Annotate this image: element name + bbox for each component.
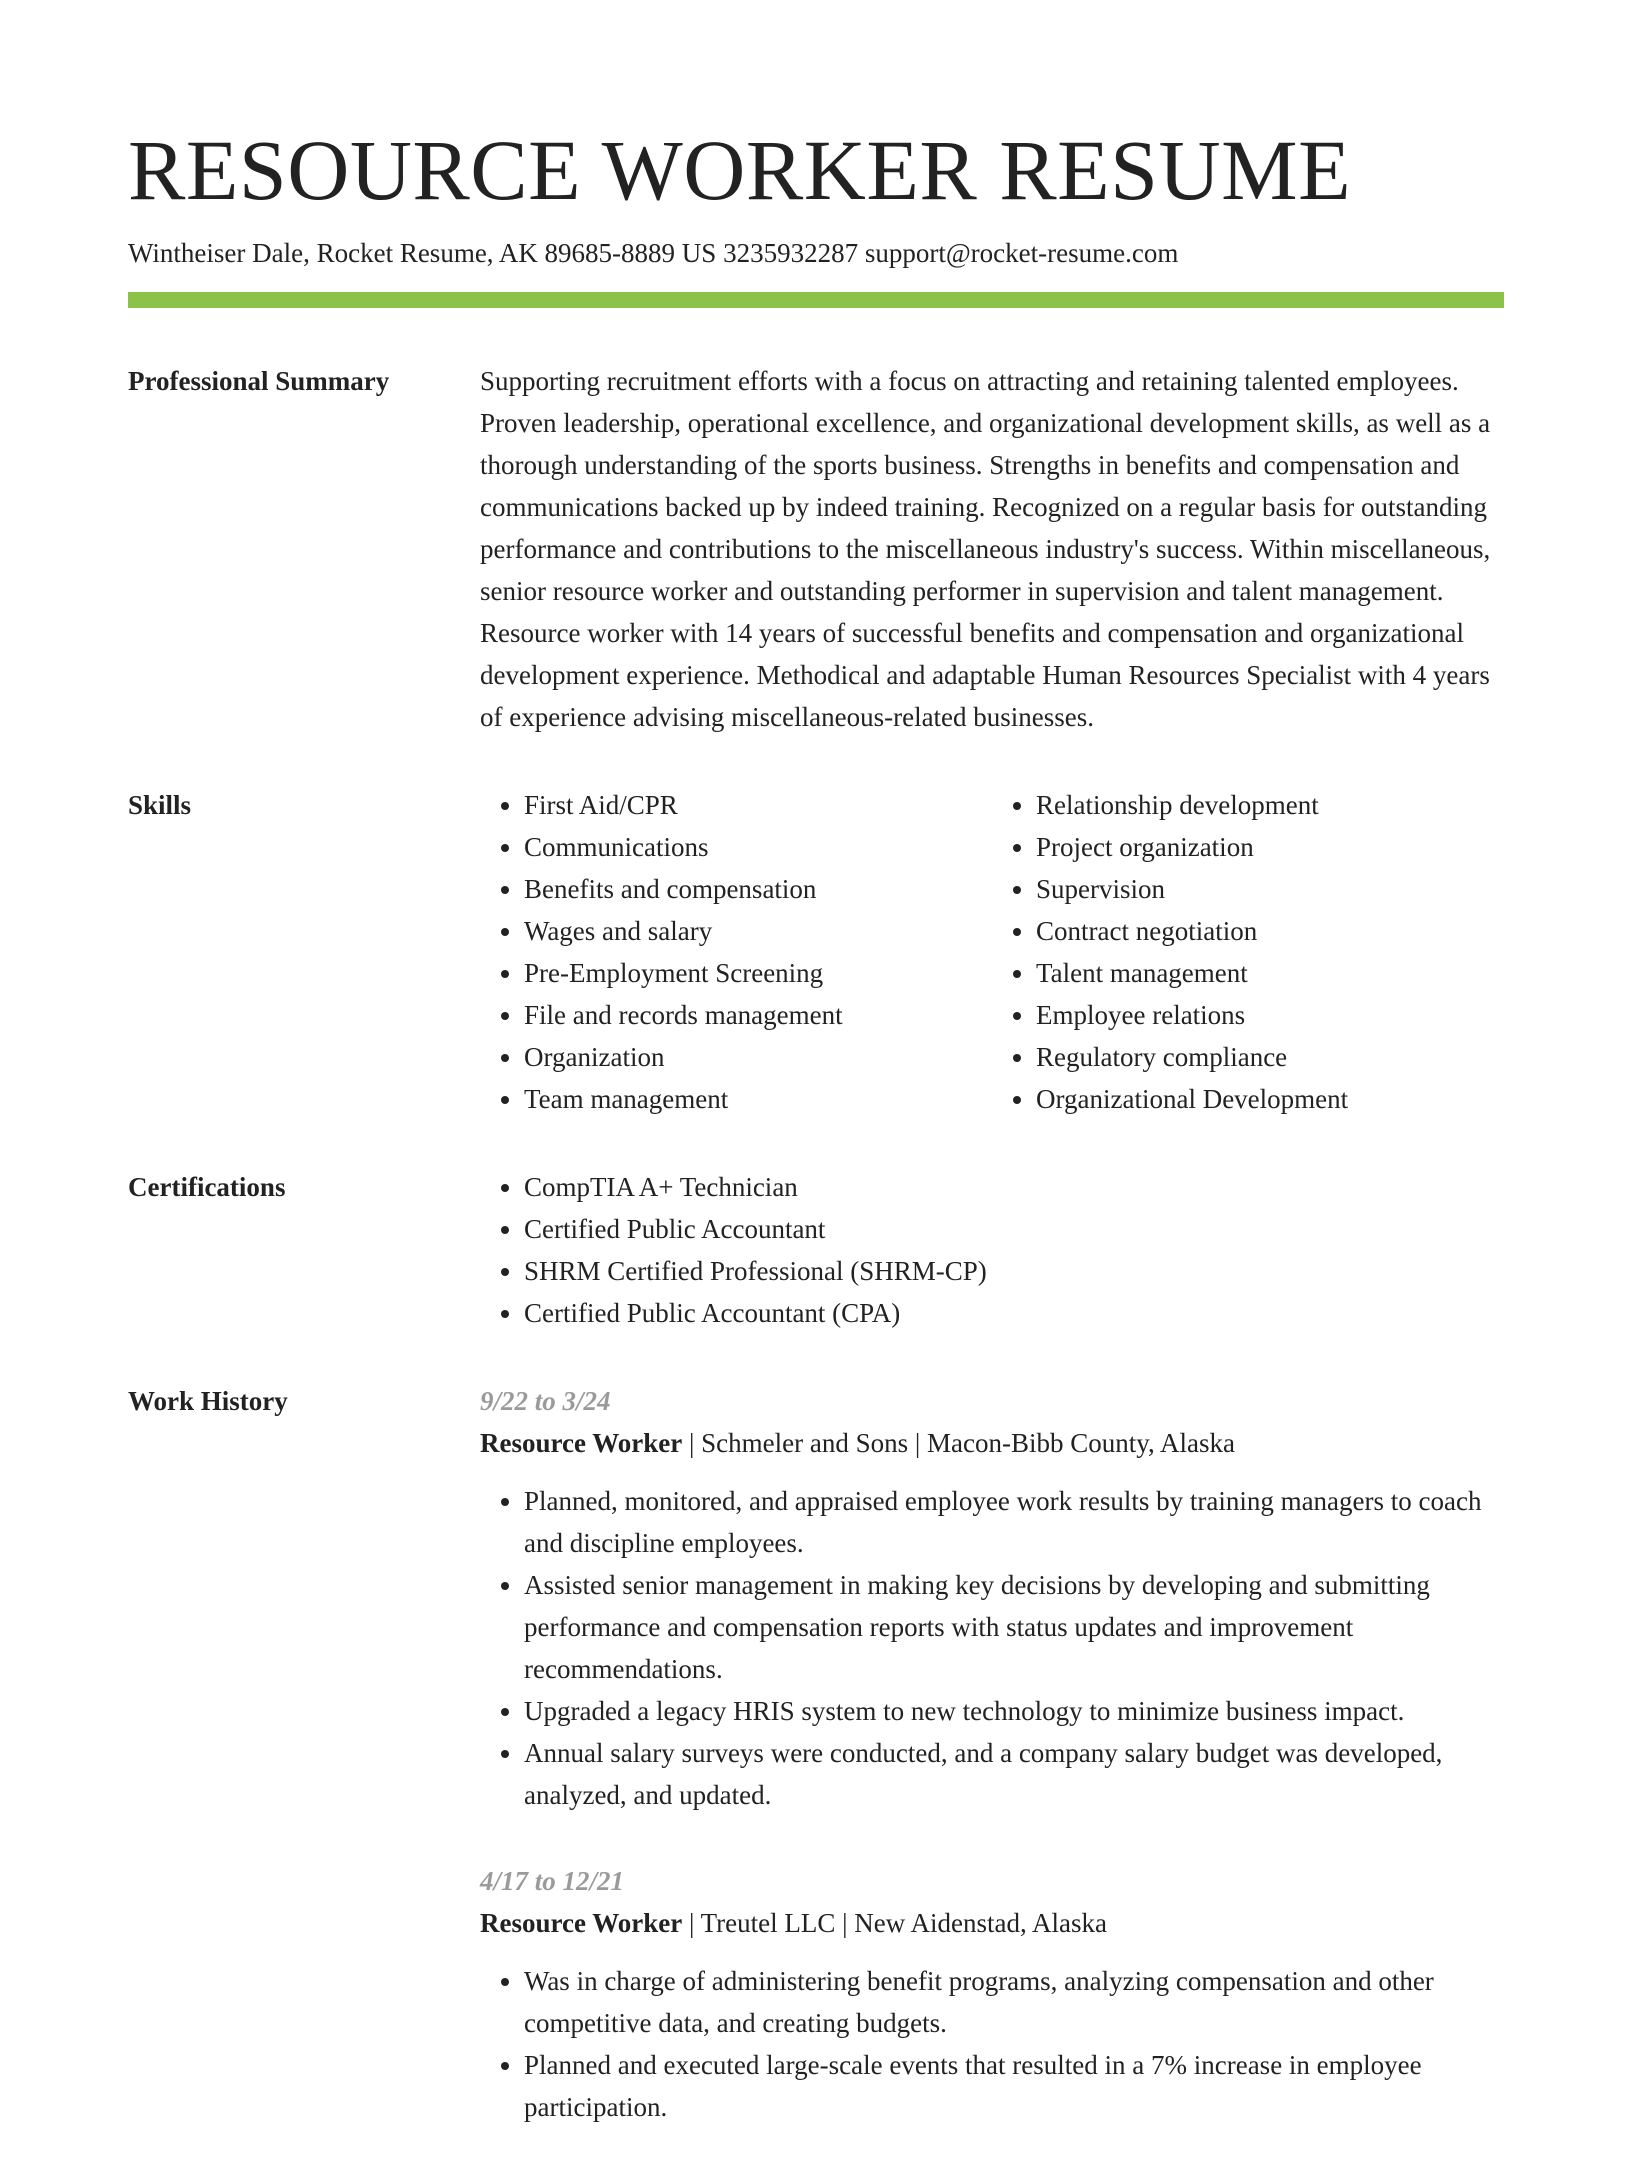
skills-list-left bbox=[480, 784, 992, 1120]
job-title: Resource Worker bbox=[480, 1428, 683, 1458]
skill-item: • Pre-Employment Screening bbox=[524, 952, 992, 994]
job-bullet: • Planned, monitored, and appraised employee work results by training managers to coach and discipline employees. bbox=[524, 1480, 1504, 1564]
skill-item: • Organization bbox=[524, 1036, 992, 1078]
job-bullet: • Assisted senior management in making key decisions by developing and submitting performance and compensation reports with status updates and improvement recommendations. bbox=[524, 1564, 1504, 1690]
job-heading bbox=[480, 1422, 1504, 1464]
skill-item: • Benefits and compensation bbox=[524, 868, 992, 910]
skills-body bbox=[480, 784, 1504, 1120]
section-label-skills: Skills bbox=[128, 790, 192, 820]
resume-title: RESOURCE WORKER RESUME bbox=[128, 122, 1352, 218]
summary-body bbox=[480, 360, 1504, 738]
section-label-work-history: Work History bbox=[128, 1386, 288, 1416]
professional-summary-section bbox=[128, 360, 1504, 738]
job-dates: 4/17 to 12/21 bbox=[480, 1866, 625, 1896]
skill-item: • Supervision bbox=[1036, 868, 1504, 910]
job-bullet: • Was in charge of administering benefit programs, analyzing compensation and other competitive data, and creating budgets. bbox=[524, 1960, 1504, 2044]
skills-list-right bbox=[992, 784, 1504, 1120]
header-divider bbox=[128, 292, 1504, 308]
certifications-section bbox=[128, 1166, 1504, 1334]
job-heading bbox=[480, 1902, 1504, 1944]
summary-text: Supporting recruitment efforts with a focus on attracting and retaining talented employees. Proven leadership, operational excellence, and organizational development skills, as well as a thorough understanding of the sports business. Strengths in benefits and compensation and communications backed up by indeed training. Recognized on a regular basis for outstanding performance and contributions to the miscellaneous industry's success. Within miscellaneous, senior resource worker and outstanding performer in supervision and talent management. Resource worker with 14 years of successful benefits and compensation and organizational development experience. Methodical and adaptable Human Resources Specialist with 4 years of experience advising miscellaneous-related businesses. bbox=[480, 366, 1491, 732]
skill-item: • File and records management bbox=[524, 994, 992, 1036]
certifications-body bbox=[480, 1166, 1504, 1334]
skill-item: • First Aid/CPR bbox=[524, 784, 992, 826]
section-label-certifications: Certifications bbox=[128, 1172, 286, 1202]
certification-item: • SHRM Certified Professional (SHRM-CP) bbox=[524, 1250, 1504, 1292]
skill-item: • Contract negotiation bbox=[1036, 910, 1504, 952]
skill-item: • Team management bbox=[524, 1078, 992, 1120]
job-entry bbox=[480, 1380, 1504, 1816]
section-label-summary: Professional Summary bbox=[128, 366, 390, 396]
skill-item: • Wages and salary bbox=[524, 910, 992, 952]
certification-item: • CompTIA A+ Technician bbox=[524, 1166, 1504, 1208]
job-bullet: • Annual salary surveys were conducted, and a company salary budget was developed, analyzed, and updated. bbox=[524, 1732, 1504, 1816]
work-history-body bbox=[480, 1380, 1504, 2172]
job-title: Resource Worker bbox=[480, 1908, 683, 1938]
skill-item: • Project organization bbox=[1036, 826, 1504, 868]
skill-item: • Employee relations bbox=[1036, 994, 1504, 1036]
job-bullets bbox=[480, 1480, 1504, 1816]
job-details: | Schmeler and Sons | Macon-Bibb County, Alaska bbox=[682, 1428, 1235, 1458]
skill-item: • Organizational Development bbox=[1036, 1078, 1504, 1120]
job-entry bbox=[480, 1860, 1504, 2128]
skill-item: • Relationship development bbox=[1036, 784, 1504, 826]
contact-line: Wintheiser Dale, Rocket Resume, AK 89685-8889 US 3235932287 support@rocket-resume.com bbox=[128, 238, 1179, 268]
job-details: | Treutel LLC | New Aidenstad, Alaska bbox=[682, 1908, 1107, 1938]
skill-item: • Regulatory compliance bbox=[1036, 1036, 1504, 1078]
skills-section bbox=[128, 784, 1504, 1120]
work-history-section bbox=[128, 1380, 1504, 2172]
job-dates: 9/22 to 3/24 bbox=[480, 1386, 611, 1416]
job-bullets bbox=[480, 1960, 1504, 2128]
skill-item: • Talent management bbox=[1036, 952, 1504, 994]
certification-item: • Certified Public Accountant (CPA) bbox=[524, 1292, 1504, 1334]
certification-item: • Certified Public Accountant bbox=[524, 1208, 1504, 1250]
skill-item: • Communications bbox=[524, 826, 992, 868]
certifications-list bbox=[480, 1166, 1504, 1334]
job-bullet: • Upgraded a legacy HRIS system to new technology to minimize business impact. bbox=[524, 1690, 1504, 1732]
job-bullet: • Planned and executed large-scale events that resulted in a 7% increase in employee participation. bbox=[524, 2044, 1504, 2128]
